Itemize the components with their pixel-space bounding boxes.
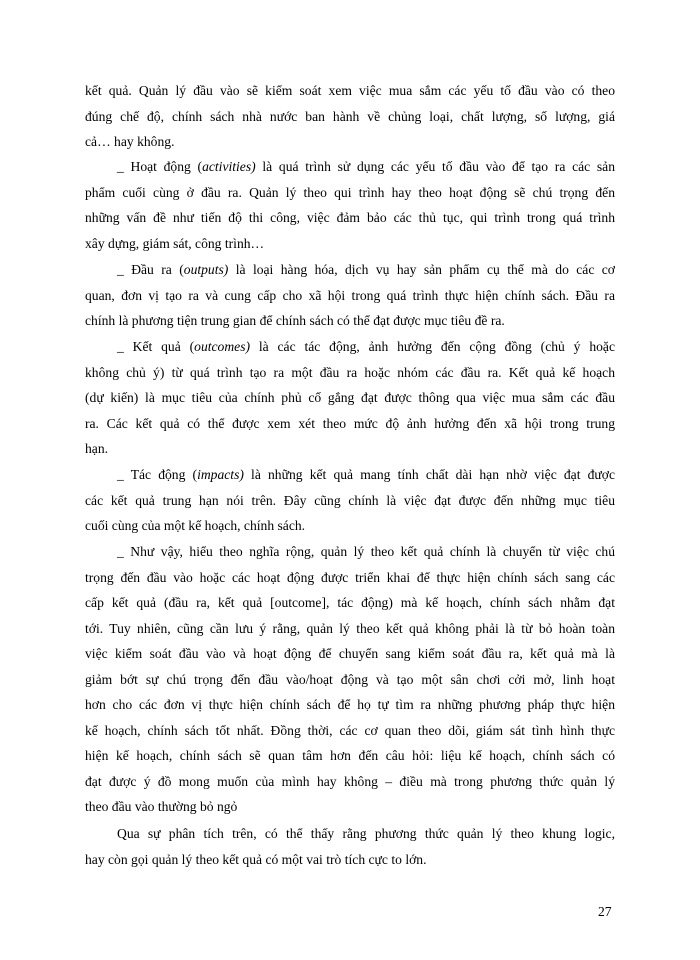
- text-line: đúng chế độ, chính sách nhà nước ban hành về chủng loại, chất lượng, số lượng, giá: [85, 108, 615, 124]
- para-outcomes: [85, 334, 615, 462]
- term-activities: activities): [202, 159, 256, 174]
- text-line: theo đầu vào thường bỏ ngỏ: [85, 799, 238, 814]
- text-line: giảm bớt sự chú trọng đến đầu vào/hoạt động và tạo một sân chơi cởi mở, linh hoạt: [85, 671, 615, 687]
- text-line: đạt được ý đồ mong muốn của mình hay không – điều mà trong phương thức quản lý: [85, 773, 615, 789]
- text-line: cuối cùng của một kế hoạch, chính sách.: [85, 518, 306, 533]
- text-line: quan, đơn vị tạo ra và cung cấp cho xã hội trong quá trình thực hiện chính sách. Đầu ra: [85, 287, 615, 303]
- text-line: hạn.: [85, 441, 109, 456]
- text-line: kế hoạch, chính sách tốt nhất. Đồng thời, các cơ quan theo dõi, giám sát tình hình thực: [85, 722, 615, 738]
- text-line: _ Hoạt động (activities) là quá trình sử dụng các yếu tố đầu vào để tạo ra các sản: [117, 159, 615, 174]
- text-line: Qua sự phân tích trên, có thể thấy rằng phương thức quản lý theo khung logic,: [117, 826, 615, 841]
- text-line: không chủ ý) từ quá trình tạo ra một đầu ra hoặc nhóm các đầu ra. Kết quả kế hoạch: [85, 364, 615, 380]
- text-line: _ Tác động (impacts) là những kết quả mang tính chất dài hạn nhờ việc đạt được: [117, 467, 616, 482]
- text-line: phẩm cuối cùng ở đầu ra. Quản lý theo qui trình hay theo hoạt động sẽ chú trọng đến: [85, 184, 615, 200]
- text-line: (dự kiến) là mục tiêu của chính phủ cố gắng đạt được thông qua việc mua sắm các đầu: [85, 390, 615, 405]
- text-line: xây dựng, giám sát, công trình…: [85, 235, 265, 251]
- text-line: cấp kết quả (đầu ra, kết quả [outcome], tác động) mà kế hoạch, chính sách nhằm đạt: [85, 595, 615, 610]
- text-line: tới. Tuy nhiên, cũng cần lưu ý rằng, quản lý theo kết quả không phải là từ bỏ hoàn toàn: [85, 620, 615, 636]
- text-line: ra. Các kết quả có thể được xem xét theo mức độ ảnh hưởng đến xã hội trong trung: [85, 415, 615, 431]
- para-inputs-tail: [85, 78, 615, 155]
- text-line: những vấn đề như tiến độ thi công, việc đảm bảo các thủ tục, qui trình trong quá trình: [85, 210, 615, 225]
- term-outputs: outputs): [183, 262, 229, 277]
- text-line: chính là phương tiện trung gian để chính sách có thể đạt được mục tiêu đề ra.: [85, 313, 505, 328]
- term-outcomes: outcomes): [194, 339, 251, 354]
- text-line: trọng đến đầu vào hoặc các hoạt động được triển khai để thực hiện chính sách sang các: [85, 569, 615, 585]
- text-line: cả… hay không.: [85, 134, 175, 149]
- term-impacts: impacts): [197, 467, 244, 482]
- para-impacts: [85, 462, 615, 539]
- para-conclusion: [85, 821, 615, 872]
- text-line: _ Đầu ra (outputs) là loại hàng hóa, dịch vụ hay sản phẩm cụ thể mà do các cơ: [117, 262, 616, 277]
- text-line: hơn cho các đơn vị thực hiện chính sách để họ tự tìm ra những phương pháp thực hiện: [85, 697, 615, 712]
- page-number: 27: [598, 904, 612, 919]
- para-outputs: [85, 257, 615, 334]
- para-activities: [85, 154, 615, 256]
- text-line: hiện kế hoạch, chính sách sẽ quan tâm hơn đến câu hỏi: liệu kế hoạch, chính sách có: [85, 748, 615, 763]
- text-line: kết quả. Quản lý đầu vào sẽ kiểm soát xem việc mua sắm các yếu tố đầu vào có theo: [85, 83, 615, 98]
- text-line: hay còn gọi quản lý theo kết quả có một vai trò tích cực to lớn.: [85, 851, 427, 867]
- text-line: việc kiểm soát đầu vào và hoạt động để chuyển sang kiểm soát đầu ra, kết quả mà là: [85, 646, 615, 661]
- para-summary: [85, 539, 615, 820]
- text-line: các kết quả trung hạn nói trên. Đây cũng chính là việc đạt được đến những mục tiêu: [85, 492, 615, 508]
- text-line: _ Kết quả (outcomes) là các tác động, ảnh hưởng đến cộng đồng (chủ ý hoặc: [117, 339, 615, 354]
- text-line: _ Như vậy, hiểu theo nghĩa rộng, quản lý theo kết quả chính là chuyển từ việc chú: [117, 544, 615, 559]
